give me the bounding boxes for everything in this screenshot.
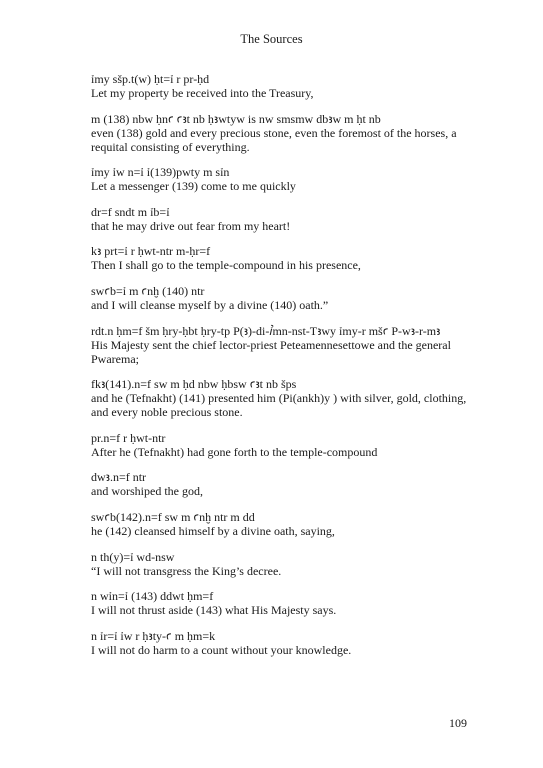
text-block-9 (91, 431, 471, 459)
text-block-12 (91, 550, 471, 578)
transliteration-line: swꜥb(142).n=f sw m ꜥnḫ ntr m dd (91, 509, 255, 524)
translation-line: Let my property be received into the Treasury, (91, 86, 314, 100)
translation-line: and I will cleanse myself by a divine (140) oath.” (91, 297, 329, 312)
transliteration-line: n th(y)=ỉ wd-nsw (91, 549, 175, 564)
text-block-14 (91, 629, 471, 657)
translation-line: I will not do harm to a count without your knowledge. (91, 642, 352, 657)
transliteration-line: dr=f sndt m ỉb=ỉ (91, 204, 170, 219)
transliteration-line: n ỉr=ỉ ỉw r ḥꜣty-ꜥ m ḥm=k (91, 628, 216, 643)
text-block-2 (91, 112, 471, 154)
text-block-7 (91, 324, 471, 366)
translation-line: and worshiped the god, (91, 484, 203, 499)
text-block-4 (91, 205, 471, 233)
transliteration-line: dwꜣ.n=f ntr (91, 470, 147, 485)
translation-line: that he may drive out fear from my heart! (91, 218, 291, 233)
transliteration-line: kꜣ prt=ỉ r ḥwt-ntr m-ḥr=f (91, 244, 211, 259)
transliteration-line: pr.n=f r ḥwt-ntr (91, 430, 166, 445)
transliteration-line: ỉmy sšp.t(w) ḥt=ỉ r pr-ḥd (91, 72, 210, 86)
translation-line: I will not thrust aside (143) what His Majesty says. (91, 603, 337, 618)
translation-line: and he (Tefnakht) (141) presented him (Pi(ankh)y ) with silver, gold, clothing, and every noble precious stone. (91, 391, 467, 420)
translation-line: he (142) cleansed himself by a divine oath, saying, (91, 523, 335, 538)
text-body (91, 72, 471, 668)
transliteration-line: swꜥb=ỉ m ꜥnḫ (140) ntr (91, 283, 205, 298)
text-block-11 (91, 510, 471, 538)
transliteration-line: m (138) nbw ḥnꜥ ꜥꜣt nb ḥꜣwtyw is nw smsmw dbꜣw m ḥt nb (91, 111, 381, 126)
translation-line: Let a messenger (139) come to me quickly (91, 179, 296, 194)
translation-line: even (138) gold and every precious stone, even the foremost of the horses, a requital consisting of everything. (91, 125, 457, 154)
translation-line: Then I shall go to the temple-compound in his presence, (91, 258, 361, 273)
transliteration-line: n wỉn=ỉ (143) ddwt ḥm=f (91, 589, 214, 604)
translation-line: His Majesty sent the chief lector-priest Peteamennesettowe and the general Pwarema; (91, 337, 451, 366)
text-block-10 (91, 470, 471, 498)
translation-line: After he (Tefnakht) had gone forth to the temple-compound (91, 444, 378, 459)
page-number: 109 (449, 716, 467, 730)
text-block-13 (91, 589, 471, 617)
text-block-3 (91, 165, 471, 193)
running-header: The Sources (240, 32, 303, 46)
transliteration-line: ỉmy ỉw n=ỉ ỉ(139)pwty m sỉn (91, 165, 230, 180)
text-block-6 (91, 284, 471, 312)
text-block-1 (91, 72, 471, 100)
translation-line: “I will not transgress the King’s decree. (91, 563, 282, 578)
text-block-8 (91, 377, 471, 419)
transliteration-line: fkꜣ(141).n=f sw m ḥd nbw ḥbsw ꜥꜣt nb šps (91, 377, 297, 392)
text-block-5 (91, 244, 471, 272)
transliteration-line: rdt.n ḥm=f šm ḥry-ḥbt ḥry-tp P(ꜣ)-di-ꞽmn-nst-Tꜣwy ỉmy-r mšꜥ P-wꜣ-r-mꜣ (91, 323, 441, 338)
